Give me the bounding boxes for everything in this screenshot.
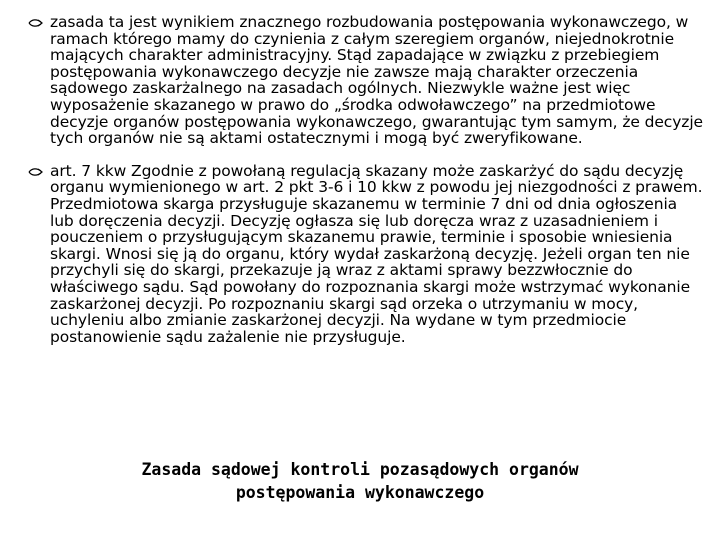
slide-title <box>0 458 720 504</box>
slide-title-line-1: Zasada sądowej kontroli pozasądowych organów <box>141 460 579 479</box>
slide-title-line-2: postępowania wykonawczego <box>235 483 485 502</box>
bullet-item-1 <box>28 14 704 147</box>
bullet-arrow-icon <box>28 165 44 179</box>
bullet-arrow-icon <box>28 16 44 30</box>
bullet-list <box>28 14 704 345</box>
bullet-item-2 <box>28 163 704 346</box>
bullet-text-1: zasada ta jest wynikiem znacznego rozbudowania postępowania wykonawczego, w ramach którego mamy do czynienia z całym szeregiem organów, niejednokrotnie mających charakter administracyjny. Stąd zapadające w związku z przebiegiem postępowania wykonawczego decyzje nie zawsze mają charakter orzeczenia sądowego zaskarżalnego na zasadach ogólnych. Niezwykle ważne jest więc wyposażenie skazanego w prawo do „środka odwoławczego” na przedmiotowe decyzje organów postępowania wykonawczego, gwarantując tym samym, że decyzje tych organów nie są aktami ostatecznymi i mogą być zweryfikowane. <box>50 13 703 148</box>
bullet-text-2: art. 7 kkw Zgodnie z powołaną regulacją skazany może zaskarżyć do sądu decyzję organu wymienionego w art. 2 pkt 3-6 i 10 kkw z powodu jej niezgodności z prawem. Przedmiotowa skarga przysługuje skazanemu w terminie 7 dni od dnia ogłoszenia lub doręczenia decyzji. Decyzję ogłasza się lub doręcza wraz z uzasadnieniem i pouczeniem o przysługującym skazanemu prawie, terminie i sposobie wniesienia skargi. Wnosi się ją do organu, który wydał zaskarżoną decyzję. Jeżeli organ ten nie przychyli się do skargi, przekazuje ją wraz z aktami sprawy bezzwłocznie do właściwego sądu. Sąd powołany do rozpoznania skargi może wstrzymać wykonanie zaskarżonej decyzji. Po rozpoznaniu skargi sąd orzeka o utrzymaniu w mocy, uchyleniu albo zmianie zaskarżonej decyzji. Na wydane w tym przedmiocie postanowienie sądu zażalenie nie przysługuje. <box>50 161 703 346</box>
